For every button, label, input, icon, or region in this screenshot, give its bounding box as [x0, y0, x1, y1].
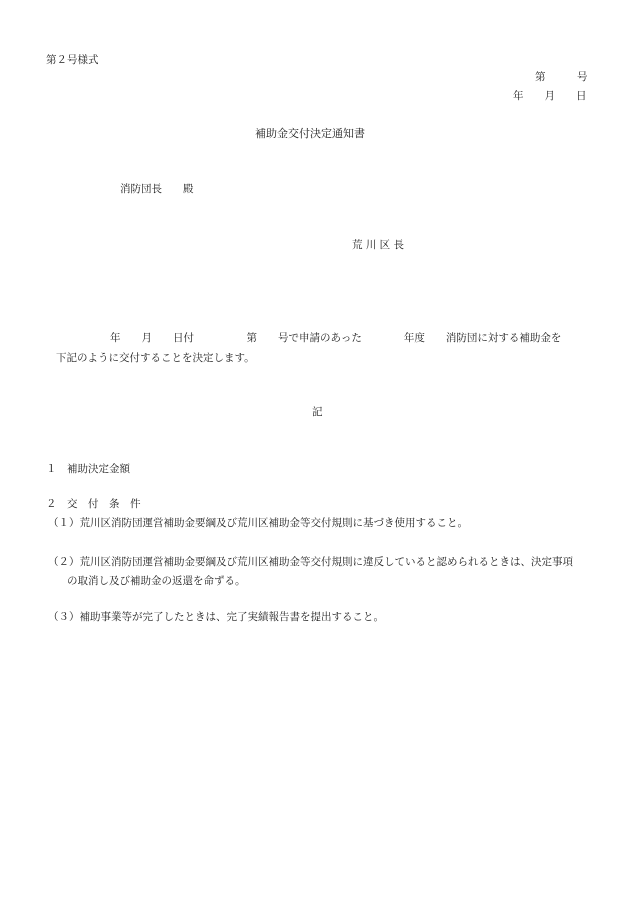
form-number: 第２号様式 [46, 54, 99, 66]
addressee: 消防団長 殿 [120, 183, 194, 195]
document-number: 第 号 [535, 71, 588, 83]
document-title: 補助金交付決定通知書 [255, 127, 365, 140]
sender: 荒 川 区 長 [352, 239, 405, 251]
document-date: 年 月 日 [513, 90, 587, 102]
condition-3: （３）補助事業等が完了したときは、完了実績報告書を提出すること。 [48, 611, 384, 623]
body-line-2: 下記のように交付することを決定します。 [56, 352, 255, 364]
condition-2-line-1: （２）荒川区消防団運営補助金要綱及び荒川区補助金等交付規則に違反していると認められるときは、決定事項 [48, 556, 573, 568]
condition-2-line-2: の取消し及び補助金の返還を命ずる。 [67, 575, 246, 587]
condition-1: （１）荒川区消防団運営補助金要綱及び荒川区補助金等交付規則に基づき使用すること。 [48, 517, 468, 529]
body-line-1: 年 月 日付 第 号で申請のあった 年度 消防団に対する補助金を [110, 332, 562, 344]
item-1-subsidy-amount: １ 補助決定金額 [46, 463, 130, 475]
item-2-conditions: ２ 交 付 条 件 [46, 498, 141, 510]
ki-heading: 記 [312, 406, 323, 418]
